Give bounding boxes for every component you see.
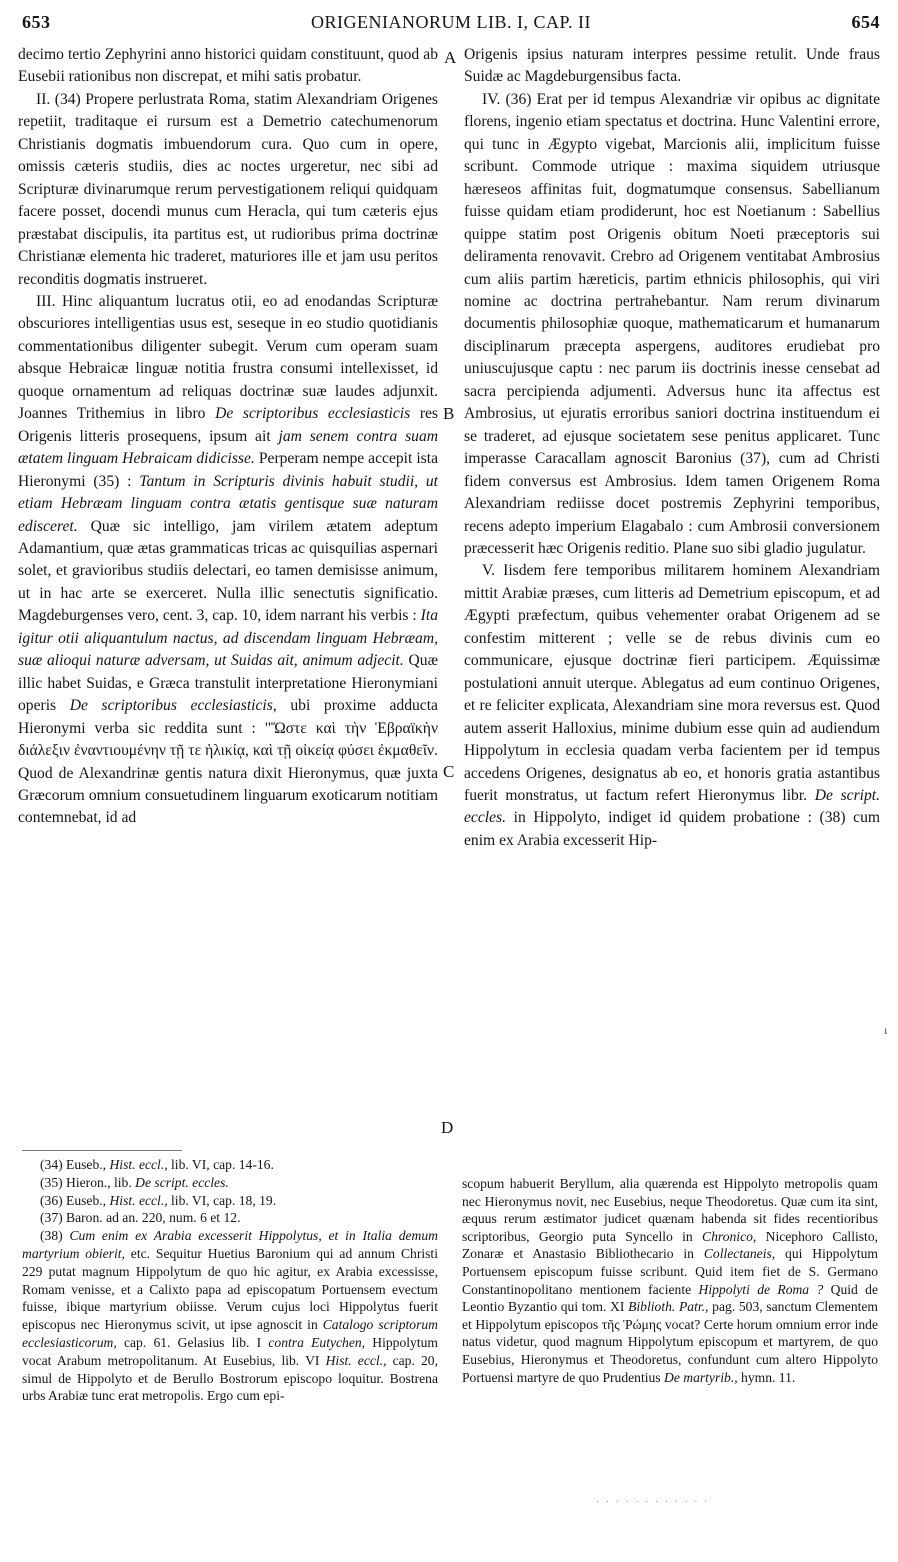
text-run: qui Hippolytum Portuensem episcopum fuisse scribunt. Quid item fiet de S. Germano Constantinopolitano mentionem faciente (462, 1246, 878, 1297)
text-run: III. Hinc aliquantum lucratus otii, eo ad enodandas Scripturæ obscuriores intelligentias usus est, seseque in eo studio quotidianis commentationibus diligenter subegit. Verum cum operam suam absque Hebraicæ linguæ notitia frustra consumi intellexisset, id quoque ornamentum ad reliquas doctrinæ suæ laudes adjunxit. Joannes Trithemius in libro (18, 292, 438, 423)
italic-run: Hist. eccl., (109, 1192, 168, 1208)
margin-letter-d: D (441, 1118, 454, 1137)
running-title: ORIGENIANORUM LIB. I, CAP. II (311, 12, 591, 32)
text-run: Nicephoro Callisto, Zonaræ et Anastasio Bibliothecario in (462, 1228, 879, 1262)
text-run: in Hippolyto, indiget id quidem probatione : (38) cum enim ex Arabia excesserit Hip- (464, 809, 881, 849)
italic-run: Biblioth. Patr., (628, 1299, 709, 1315)
italic-run: Cum enim ex Arabia excesserit Hippolytus, et in Italia demum martyrium obierit, (22, 1228, 438, 1261)
stray-ink-mark: ı (884, 1023, 888, 1037)
footnote-38-continued (462, 1175, 878, 1386)
paragraph: Origenis ipsius naturam interpres pessime retulit. Unde fraus Suidæ ac Magdeburgensibus facta. (464, 46, 880, 86)
italic-run: Collectaneis, (703, 1246, 776, 1262)
text-run: pag. 503, sanctum Clementem et Hippolytum episcopos τῆς Ῥώμης vocat? Certe horum omnium error inde natus videtur, quod magnum Hippolytum episcopum et martyrem, de quo Eusebius, Hieronymus et Theodoretus, confundunt cum altero Hippolyto Portuensi martyre de quo Prudentius (462, 1299, 879, 1385)
text-run: etc. Sequitur Huetius Baronium qui ad annum Christi 229 putat magnum Hippolytum de quo hic agitur, ex Arabia excessisse, Romam venisse, et a Calixto papa ad episcopatum Portuensem evectum fuisse, ibique martyrium obiisse. Verum cujus loci Hippolytus fuerit episcopus nec Hieronymus scivit, ut ipse agnoscit in (22, 1245, 438, 1333)
text-run: (34) Euseb., (40, 1157, 107, 1172)
footnote-rule (22, 1150, 182, 1151)
italic-run: contra Eutychen, (268, 1334, 366, 1350)
text-run: lib. VI, cap. 14-16. (171, 1157, 274, 1172)
italic-run: Hist. eccl., (325, 1352, 387, 1368)
text-run: (36) Euseb., (40, 1192, 107, 1208)
text-run: lib. VI, cap. 18, 19. (171, 1192, 277, 1208)
italic-run: Catalogo scriptorum ecclesiasticorum, (22, 1317, 438, 1350)
italic-run: jam senem contra suam ætatem linguam Hebraicam didicisse. (18, 427, 438, 468)
page-number-left: 653 (22, 12, 51, 32)
italic-run: De scriptoribus ecclesiasticis, (69, 697, 277, 715)
italic-run: De martyrib., (664, 1369, 738, 1385)
text-run: Quæ illic habet Suidas, e Græca transtulit interpretatione Hieronymiani operis (18, 652, 438, 715)
text-run: res Origenis litteris prosequens, ipsum ait (18, 405, 438, 445)
running-head (22, 12, 880, 42)
footnote-35 (22, 1174, 438, 1192)
margin-letter-c: C (443, 762, 455, 781)
footnote-34 (22, 1156, 438, 1174)
left-column (18, 44, 438, 830)
italic-run: De script. eccles. (464, 786, 880, 827)
print-speckle: · · · · · · · · · · · · (596, 1497, 710, 1508)
page-number-right: 654 (851, 12, 880, 32)
paragraph-section-iv: IV. (36) Erat per id tempus Alexandriæ vir opibus ac dignitate florens, ingenio etiam spectatus et doctrina. Hunc Valentini errore, qui tunc in Ægypto vigebat, Marcionis alii, implicitum fuisse scribunt. Commode utrique : maxima siquidem utriusque hæreseos affinitas fuit, dogmatumque consensus. Sabellianum fuisse quidam etiam prodiderunt, hoc est Noetianum : Sabellius quippe statim post Origenis obitum Noeti præceptoris sui deliramenta renovavit. Crebro ad Origenem ventitabat Ambrosius cum aliis partim hæreticis, partim ethnicis philosophis, qui viri nomine ac doctrina pertrahebantur. Nam rerum divinarum documentis philosophiæ quoque, mathematicarum et humanarum disciplinarum præcepta aspergens, auditores erudiebat pro uniuscujusque captu : nec parum iis doctrinis inesse censebat ad sacra percipienda adjumenti. Adversus hunc ita affectus est Ambrosius, ut ejuratis erroribus saniori doctrina instituendum ei se traderet, ad ejusque societatem sese penitus applicaret. Tunc imperasse Caracallam agnoscit Baronius (37), cum ad Christi fidem conversus est Ambrosius. Idem tamen Origenem Roma Alexandriam rediisse docet postremis Zephyrini temporibus, recens adepto imperium Elagabalo : cum Ambrosii conversionem præcesserit hæc Origenis reditio. Plane suo sibi gladio jugulatur. (464, 90, 880, 557)
text-run: Hippolytum vocat Arabum metropolitanum. At Eusebius, lib. VI (22, 1334, 438, 1368)
italic-run: Hist. eccl., (109, 1157, 168, 1172)
text-run: cap. 61. Gelasius lib. I (123, 1334, 262, 1350)
footnote-38 (22, 1227, 438, 1405)
italic-run: Ita igitur otii aliquantulum nactus, ad discendam linguam Hebræam, suæ alioqui naturæ adversam, ut Suidas ait, animum adjecit. (18, 607, 438, 670)
text-run: (35) Hieron., lib. (40, 1174, 132, 1190)
italic-run: De scriptoribus ecclesiasticis (215, 405, 411, 423)
footnote-36 (22, 1192, 438, 1210)
paragraph: decimo tertio Zephyrini anno historici quidam constituunt, quod ab Eusebii rationibus non discrepat, et mihi satis probatur. (18, 46, 438, 86)
text-run: Quæ sic intelligo, jam virilem ætatem adeptum Adamantium, quæ ætas grammaticas tricas ac quisquilias aspernari solet, et gravioribus studiis delectari, eo tamen demisisse animum, ut in hac arte se exerceret. Nulla illic senectutis significatio. Magdeburgenses vero, cent. 3, cap. 10, idem narrant his verbis : (18, 517, 439, 625)
text-run: ubi proxime adducta Hieronymi verba sic reddita sunt : "Ὥστε καὶ τὴν Ἑβραϊκὴν διάλεξιν ἐναντιουμένην τῇ τε ἡλικίᾳ, καὶ τῇ οἰκείᾳ φύσει ἐκμαθεῖν. Quod de Alexandrinæ gentis natura dixit Hieronymus, quæ juxta Græcorum omnium consuetudinem linguarum exoticarum notitiam contemnebat, id ad (18, 697, 438, 827)
text-run: scopum habuerit Beryllum, alia quærenda est Hippolyto metropolis quam nec Hieronymus novit, nec Eusebius, neque Theodoretus. Quæ cum ita sint, æquus rerum æstimator judicet quænam habenda sit fides recentioribus scriptoribus, Georgio puta Syncello in (462, 1176, 878, 1244)
italic-run: Chronico, (702, 1228, 757, 1244)
text-run: Quid de Leontio Byzantio qui tom. XI (462, 1281, 878, 1315)
paragraph-section-iii (18, 291, 438, 830)
footnotes-left (22, 1156, 438, 1405)
margin-letter-b: B (443, 404, 455, 423)
text-run: cap. 20, simul de Hippolyto et de Berullo Bostrorum episcopo loquitur. Bostrena urbs Arabiæ tunc erat metropolis. Ergo cum epi- (22, 1352, 438, 1404)
italic-run: Tantum in Scripturis divinis habuit studii, ut etiam Hebræam linguam contra ætatis gentisque suæ naturam edisceret. (18, 472, 438, 535)
margin-letter-a: A (444, 48, 457, 67)
text-run: V. Iisdem fere temporibus militarem hominem Alexandriam mittit Arabiæ præses, cum litteris ad Demetrium episcopum, et ad Ægypti præfectum, quibus vehementer orabat Origenem ad se confestim mitterent ; velle se de rebus divinis cum eo communicare, ejusque doctrinæ fieri participem. Æquissimæ postulationi annuit uterque. Ablegatus ad eum continuo Origenes, et re feliciter explicata, Alexandriam sine mora reversus est. Quod autem asserit Halloxius, minime dubium esse quin ad audiendum Hippolytum in ecclesia quadam verba facientem per id tempus accedens Origenes, designatus ab eo, et honoris gratia astantibus fuerit monstratus, ut factum refert Hieronymus libr. (464, 562, 880, 804)
right-column (464, 44, 880, 852)
footnotes-right (462, 1175, 878, 1386)
footnote-37: (37) Baron. ad an. 220, num. 6 et 12. (40, 1210, 241, 1226)
italic-run: De script. eccles. (135, 1174, 229, 1190)
paragraph-section-ii: II. (34) Propere perlustrata Roma, statim Alexandriam Origenes repetiit, traditaque ei rursum est a Demetrio catechumenorum Christianis dogmatis imbuendorum cura. Quo cum in opere, omissis cæteris studiis, dies ac noctes urgeretur, nec sibi ad Scripturæ divinarumque rerum pervestigationem reliqui quidquam facere posset, docendi munus cum Heracla, qui tum cæteris ejus præstabat discipulis, ita partitus est, ut rudioribus prima doctrinæ Christianæ elementa hic traderet, maturiores ille et jam usu peritos reconditis dogmatis instrueret. (18, 90, 438, 288)
text-run: Perperam nempe accepit ista Hieronymi (35) : (18, 450, 438, 490)
paragraph-section-v (464, 560, 880, 852)
italic-run: Hippolyti de Roma ? (698, 1281, 824, 1297)
text-run: (38) (40, 1228, 63, 1244)
text-run: hymn. 11. (741, 1369, 796, 1385)
